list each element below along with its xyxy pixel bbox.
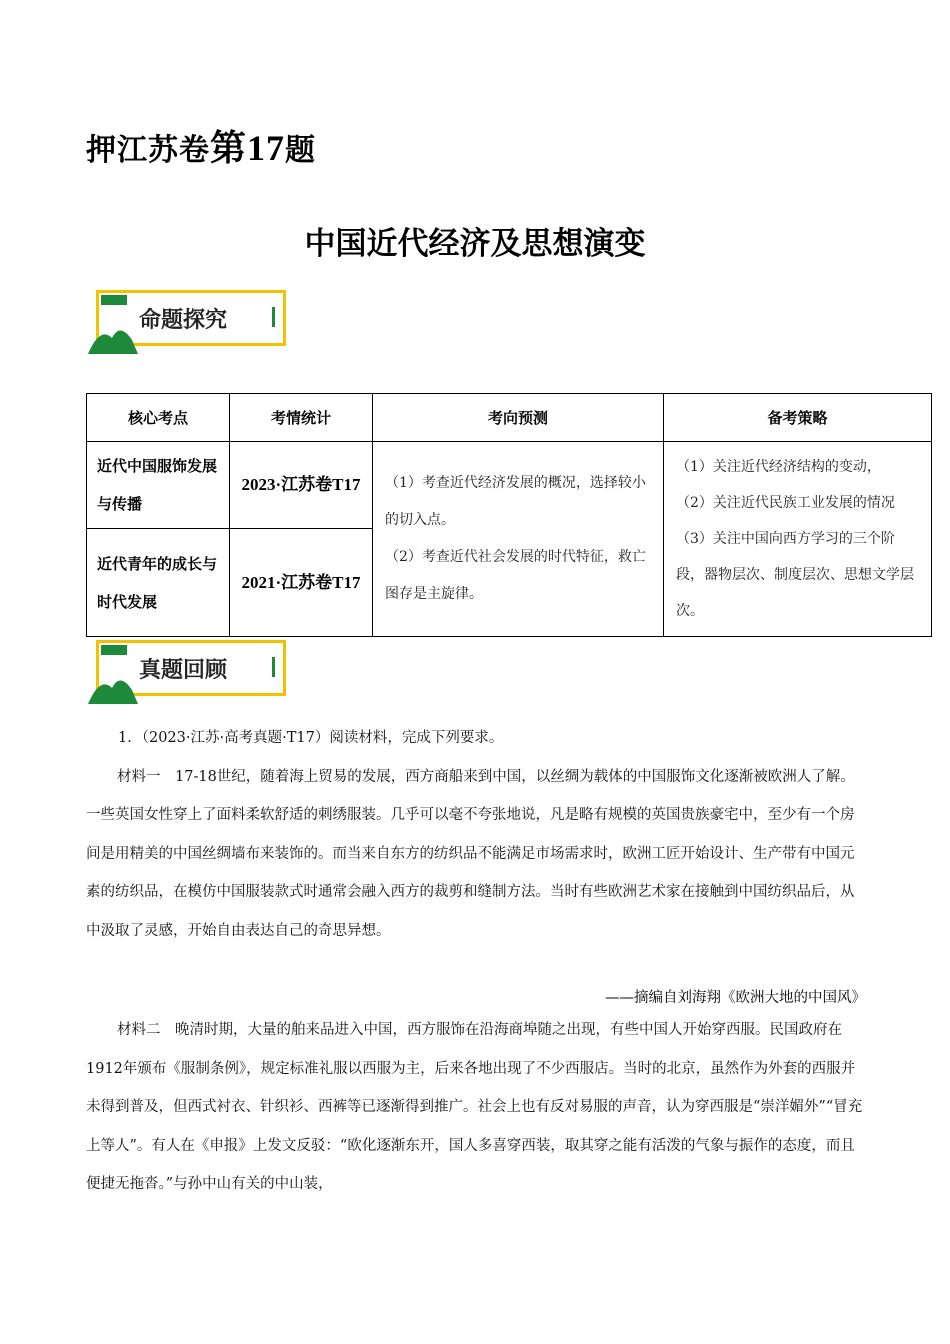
section-label: 真题回顾 [139,658,228,683]
topic-cell: 近代中国服饰发展与传播 [87,442,230,529]
table-header-row [87,394,932,442]
forecast-item: （1）考查近代经济发展的概况，选择较小的切入点。 [385,475,646,528]
hill-icon [86,318,146,356]
strategy-item: （1）关注近代经济结构的变动， [676,459,881,475]
exam-title-suffix: 题 [285,133,317,168]
column-header: 核心考点 [87,394,230,442]
topic-cell: 近代青年的成长与时代发展 [87,529,230,637]
material-two-block [86,1011,866,1204]
exam-title-prefix: 押江苏卷 [86,133,210,168]
exam-title-number: 17 [247,128,286,168]
hill-icon [86,668,146,706]
exam-title [86,120,316,171]
section-banner-review [86,638,296,710]
section-label: 命题探究 [139,308,228,333]
strategy-cell [664,442,932,637]
material-one: 材料一 17-18世纪，随着海上贸易的发展，西方商船来到中国，以丝绸为载体的中国服饰文化逐渐被欧洲人了解。一些英国女性穿上了面料柔软舒适的刺绣服装。几乎可以毫不夸张地说，凡是略有规模的英国贵族豪宅中，至少有一个房间是用精美的中国丝绸墙布来装饰的。而当来自东方的纺织品不能满足市场需求时，欧洲工匠开始设计、生产带有中国元素的纺织品，在模仿中国服装款式时通常会融入西方的裁剪和缝制方法。当时有些欧洲艺术家在接触到中国纺织品后，从中汲取了灵感，开始自由表达自己的奇思异想。 [86,768,855,939]
exam-analysis-table [86,393,932,637]
exam-title-di: 第 [210,128,248,168]
question-block [86,719,866,950]
forecast-item: （2）考查近代社会发展的时代特征，救亡图存是主旋律。 [385,549,646,602]
forecast-cell [373,442,664,637]
strategy-item: （3）关注中国向西方学习的三个阶段，器物层次、制度层次、思想文学层次。 [676,531,914,619]
stat-cell: 2021·江苏卷T17 [230,529,373,637]
column-header: 考情统计 [230,394,373,442]
question-intro: 1．（2023·江苏·高考真题·T17）阅读材料，完成下列要求。 [118,730,504,746]
material-one-source: ——摘编自刘海翔《欧洲大地的中国风》 [605,990,866,1006]
column-header: 备考策略 [664,394,932,442]
stat-cell: 2023·江苏卷T17 [230,442,373,529]
document-title: 中国近代经济及思想演变 [304,226,646,262]
strategy-item: （2）关注近代民族工业发展的情况 [676,495,895,511]
column-header: 考向预测 [373,394,664,442]
section-banner-exploration [86,288,296,360]
material-two: 材料二 晚清时期，大量的舶来品进入中国，西方服饰在沿海商埠随之出现，有些中国人开始穿西服。民国政府在1912年颁布《服制条例》，规定标准礼服以西服为主，后来各地出现了不少西服店。当时的北京，虽然作为外套的西服并未得到普及，但西式衬衣、针织衫、西裤等已逐渐得到推广。社会上也有反对易服的声音，认为穿西服是“崇洋媚外”“冒充上等人”。有人在《申报》上发文反驳：“欧化逐渐东开，国人多喜穿西装，取其穿之能有活泼的气象与振作的态度，而且便捷无拖沓。”与孙中山有关的中山装， [86,1022,863,1192]
table-row [87,442,932,529]
